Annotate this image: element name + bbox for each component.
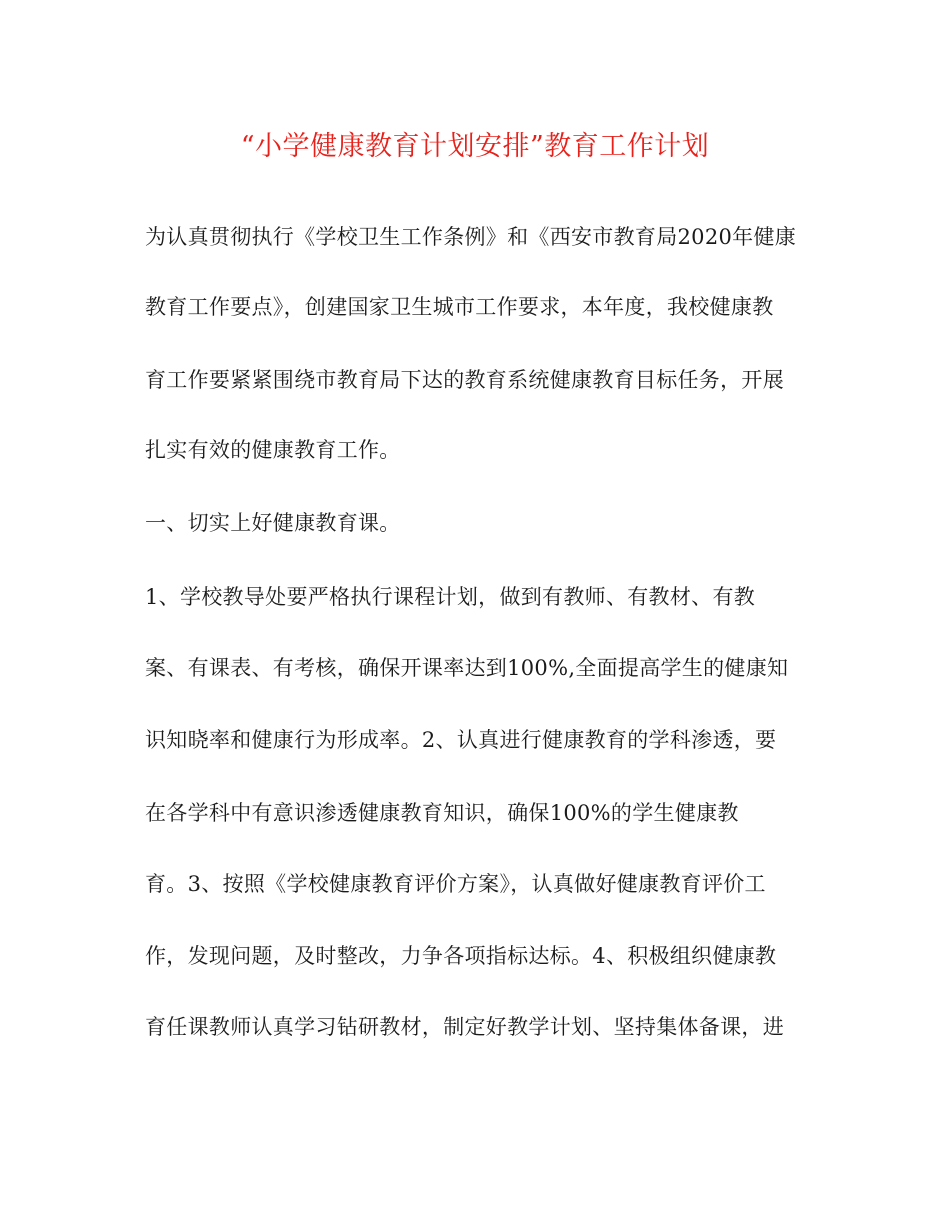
paragraph-line-4: 扎实有效的健康教育工作。	[145, 438, 401, 462]
paragraph-line-10: 育。3、按照《学校健康教育评价方案》，认真做好健康教育评价工	[145, 872, 766, 896]
section-heading-1: 一、切实上好健康教育课。	[145, 511, 401, 535]
paragraph-line-9: 在各学科中有意识渗透健康教育知识，确保100%的学生健康教	[145, 801, 739, 825]
paragraph-line-11: 作，发现问题，及时整改，力争各项指标达标。4、积极组织健康教	[145, 944, 777, 968]
paragraph-line-7: 案、有课表、有考核，确保开课率达到100%,全面提高学生的健康知	[145, 656, 789, 680]
document-title: “小学健康教育计划安排”教育工作计划	[240, 131, 710, 162]
paragraph-line-6: 1、学校教导处要严格执行课程计划，做到有教师、有教材、有教	[145, 585, 756, 609]
paragraph-line-2: 教育工作要点》，创建国家卫生城市工作要求，本年度，我校健康教	[145, 295, 774, 319]
paragraph-line-1: 为认真贯彻执行《学校卫生工作条例》和《西安市教育局2020年健康	[145, 225, 797, 249]
paragraph-line-8: 识知晓率和健康行为形成率。2、认真进行健康教育的学科渗透，要	[145, 728, 777, 752]
paragraph-line-3: 育工作要紧紧围绕市教育局下达的教育系统健康教育目标任务，开展	[145, 368, 784, 392]
paragraph-line-12: 育任课教师认真学习钻研教材，制定好教学计划、坚持集体备课，进	[145, 1015, 784, 1039]
